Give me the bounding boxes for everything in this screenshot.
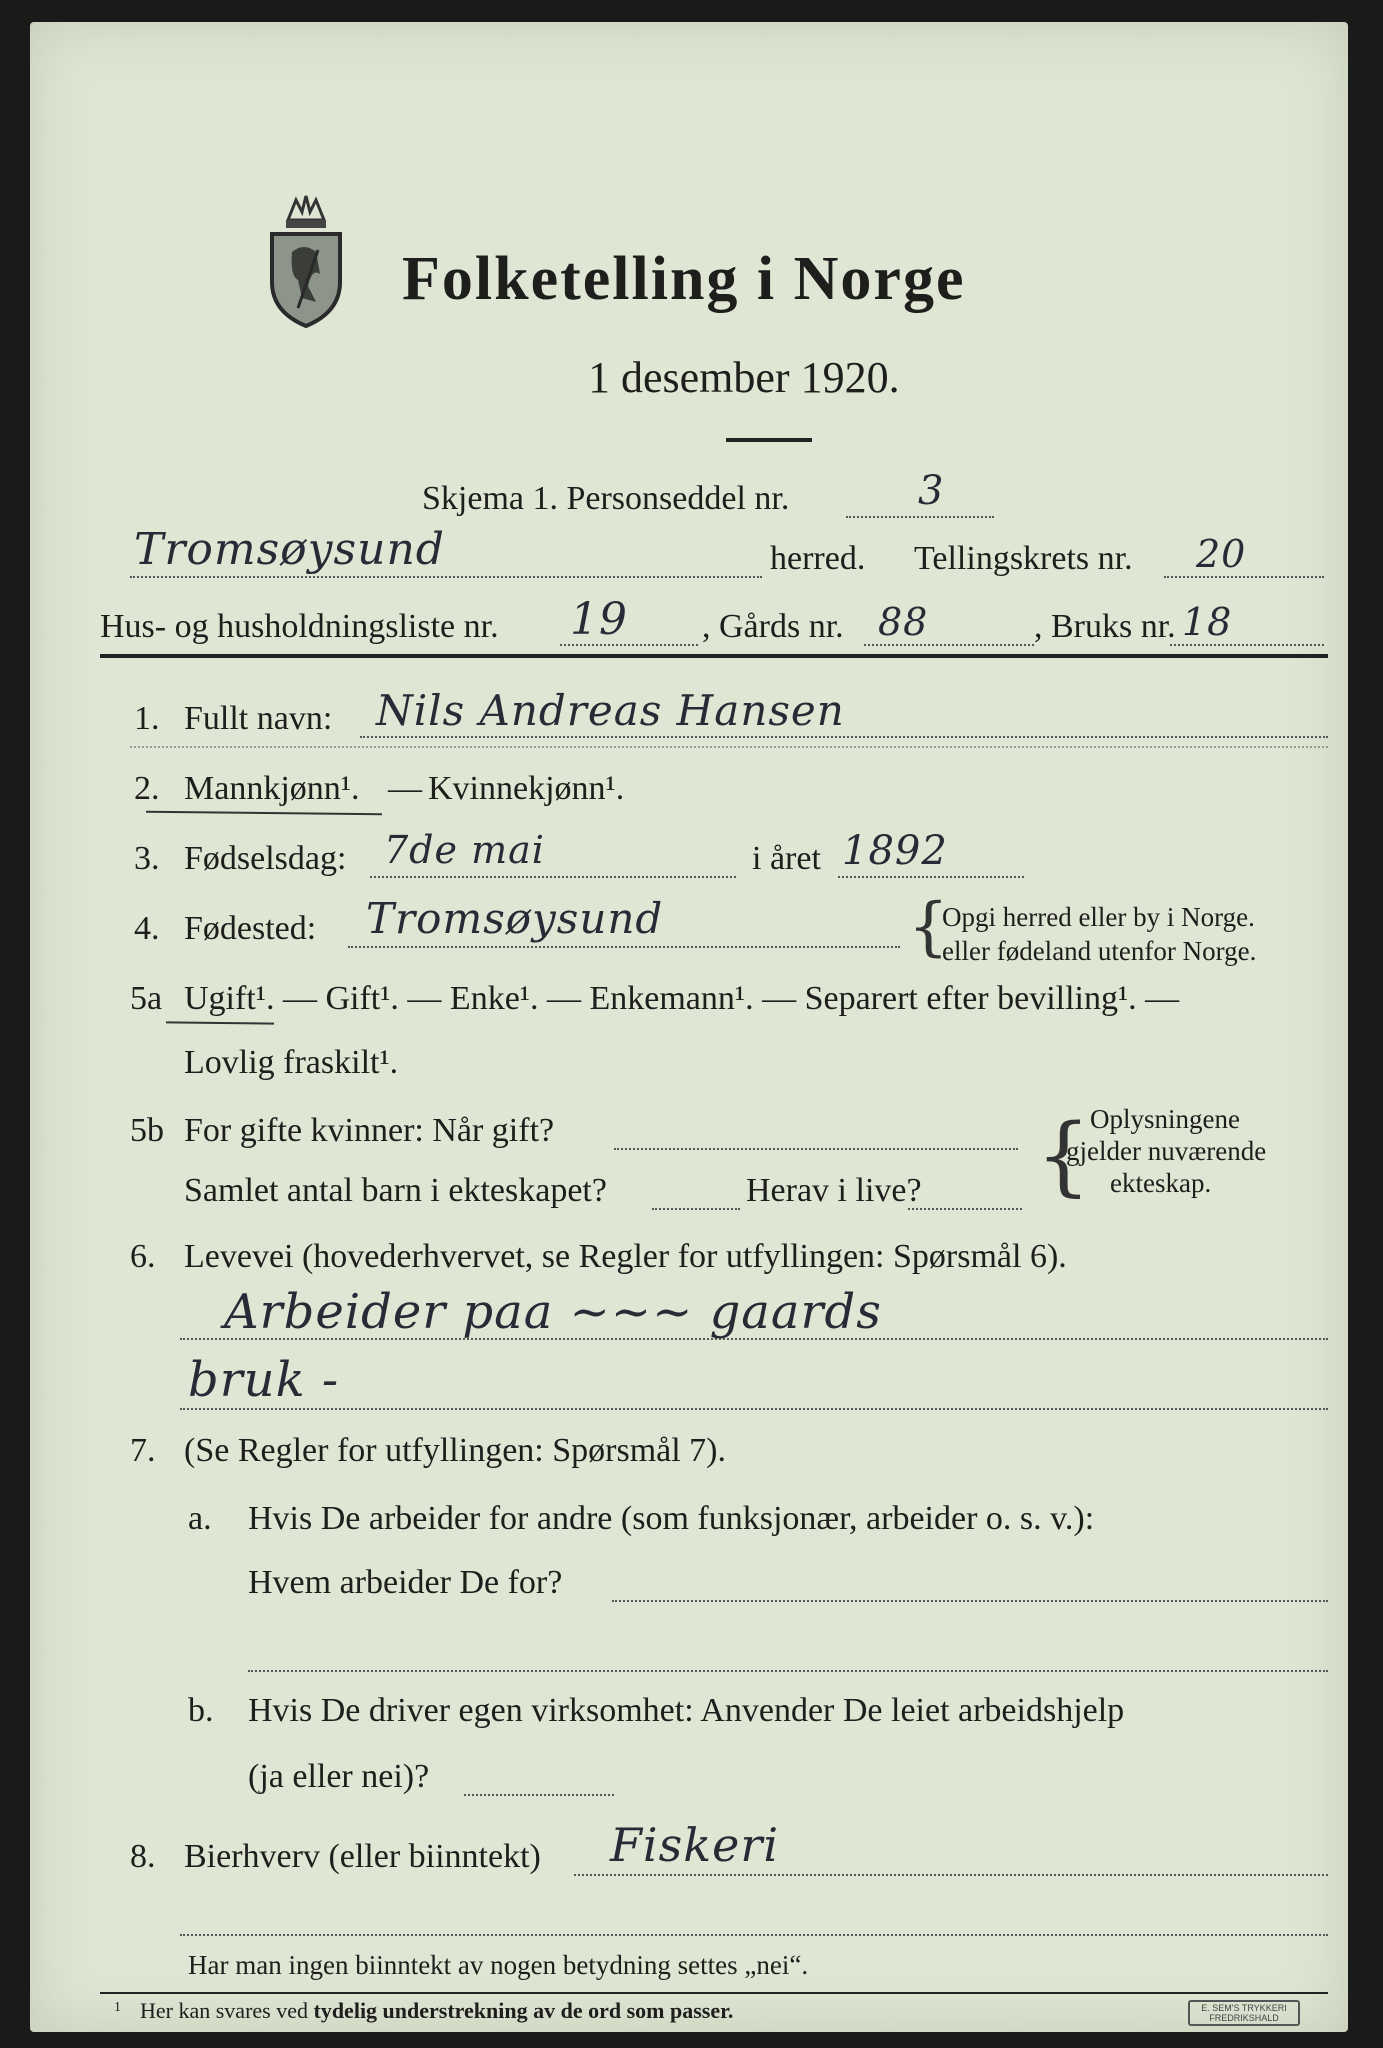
herred-line [130, 576, 762, 578]
personseddel-line [846, 516, 994, 518]
q1-faint-line [130, 746, 1328, 748]
q3-date-line [370, 876, 736, 878]
coat-of-arms-icon [258, 190, 354, 330]
q7b-question: (ja eller nei)? [248, 1758, 430, 1795]
q5b-note-brace: { [1036, 1106, 1091, 1206]
q5a-selection-underline [166, 1021, 274, 1024]
q8-value: Fiskeri [610, 1818, 780, 1872]
q7a-line2 [248, 1670, 1328, 1672]
header-rule [100, 654, 1328, 658]
q4-note-line1: Opgi herred eller by i Norge. [942, 902, 1255, 932]
q8-line2 [180, 1934, 1328, 1936]
q5b-note1: Oplysningene [1090, 1104, 1240, 1134]
q5a-options-line2: Lovlig fraskilt¹. [184, 1044, 399, 1081]
q1-name-value: Nils Andreas Hansen [376, 686, 845, 735]
q3-year-value: 1892 [842, 828, 948, 874]
q6-label: Levevei (hovederhvervet, se Regler for utfyllingen: Spørsmål 6). [184, 1238, 1067, 1275]
q5b-label1: For gifte kvinner: Når gift? [184, 1112, 555, 1149]
q4-note-line2: eller fødeland utenfor Norge. [942, 936, 1257, 966]
q5b-note2: gjelder nuværende [1066, 1136, 1267, 1166]
tellingskrets-line [1164, 576, 1324, 578]
q6-number: 6. [130, 1238, 156, 1275]
printer-stamp: E. SEM'S TRYKKERI FREDRIKSHALD [1188, 2000, 1300, 2026]
q7a-text: Hvis De arbeider for andre (som funksjonær, arbeider o. s. v.): [248, 1500, 1095, 1537]
q4-number: 4. [134, 910, 160, 947]
q5b-married-line [614, 1148, 1018, 1150]
q4-note-brace: { [908, 890, 949, 964]
q5b-number: 5b [130, 1112, 164, 1149]
herred-label: herred. [770, 540, 866, 577]
q1-label: Fullt navn: [184, 700, 333, 737]
q2-female-option: Kvinnekjønn¹. [428, 770, 625, 807]
q6-value-line2: bruk - [188, 1352, 340, 1408]
q2-male-option: Mannkjønn¹. [184, 770, 360, 807]
footnote-mark: 1 [114, 2000, 121, 2015]
footer-note: Har man ingen biinntekt av nogen betydning settes „nei“. [188, 1950, 809, 1980]
q2-number: 2. [134, 770, 160, 807]
footnote-pre: Her kan svares ved [140, 1998, 308, 2023]
footnote-bold: tydelig understrekning av de ord som passer. [313, 1998, 734, 2023]
schema-label: Skjema 1. Personseddel nr. [422, 480, 790, 517]
q1-line [360, 736, 1328, 738]
q4-birthplace-value: Tromsøysund [366, 894, 664, 943]
gards-nr: 88 [878, 600, 929, 644]
gards-line [864, 644, 1034, 646]
q4-label: Fødested: [184, 910, 317, 947]
q5b-label3: Herav i live? [746, 1172, 922, 1209]
q5a-number: 5a [130, 980, 163, 1017]
footer-rule [100, 1992, 1328, 1994]
footnote-text [140, 1998, 733, 2024]
q7b-line [464, 1794, 614, 1796]
bruks-nr: 18 [1182, 600, 1233, 644]
census-form-sheet [30, 22, 1348, 2032]
q1-number: 1. [134, 700, 160, 737]
form-title: Folketelling i Norge [402, 245, 966, 313]
q8-number: 8. [130, 1838, 156, 1875]
q5a-options: Ugift¹. — Gift¹. — Enke¹. — Enkemann¹. — Separert efter bevilling¹. — [184, 980, 1180, 1017]
tellingskrets-nr: 20 [1196, 532, 1247, 576]
q3-number: 3. [134, 840, 160, 877]
q3-date-value: 7de mai [384, 828, 545, 872]
q6-line2 [180, 1408, 1328, 1410]
q5b-note3: ekteskap. [1110, 1168, 1212, 1198]
title-divider [726, 438, 812, 442]
q7-number: 7. [130, 1432, 156, 1469]
q5b-children-line [652, 1208, 740, 1210]
bruks-label: , Bruks nr. [1034, 608, 1176, 645]
personseddel-nr: 3 [918, 468, 945, 514]
herred-value: Tromsøysund [134, 524, 445, 575]
bruks-line [1170, 644, 1324, 646]
q5b-alive-line [908, 1208, 1022, 1210]
q8-line1 [574, 1874, 1328, 1876]
q2-separator: — [388, 770, 422, 807]
q7a-question: Hvem arbeider De for? [248, 1564, 563, 1601]
form-date: 1 desember 1920. [588, 353, 900, 402]
q7a-line1 [612, 1600, 1328, 1602]
gards-label: , Gårds nr. [702, 608, 844, 645]
husliste-nr: 19 [570, 594, 628, 645]
q7-label: (Se Regler for utfyllingen: Spørsmål 7). [184, 1432, 727, 1469]
q3-label: Fødselsdag: [184, 840, 347, 877]
q3-year-label: i året [752, 840, 821, 877]
q5b-label2: Samlet antal barn i ekteskapet? [184, 1172, 607, 1209]
q4-line [348, 946, 900, 948]
q7b-number: b. [188, 1692, 214, 1729]
q2-selection-underline [146, 811, 382, 815]
husliste-label: Hus- og husholdningsliste nr. [100, 608, 499, 645]
q7b-text: Hvis De driver egen virksomhet: Anvender De leiet arbeidshjelp [248, 1692, 1125, 1729]
q3-year-line [838, 876, 1024, 878]
q8-label: Bierhverv (eller biinntekt) [184, 1838, 541, 1875]
q7a-number: a. [188, 1500, 212, 1537]
q6-line1 [180, 1338, 1328, 1340]
tellingskrets-label: Tellingskrets nr. [914, 540, 1133, 577]
q6-value-line1: Arbeider paa ~~~ gaards [224, 1284, 882, 1340]
